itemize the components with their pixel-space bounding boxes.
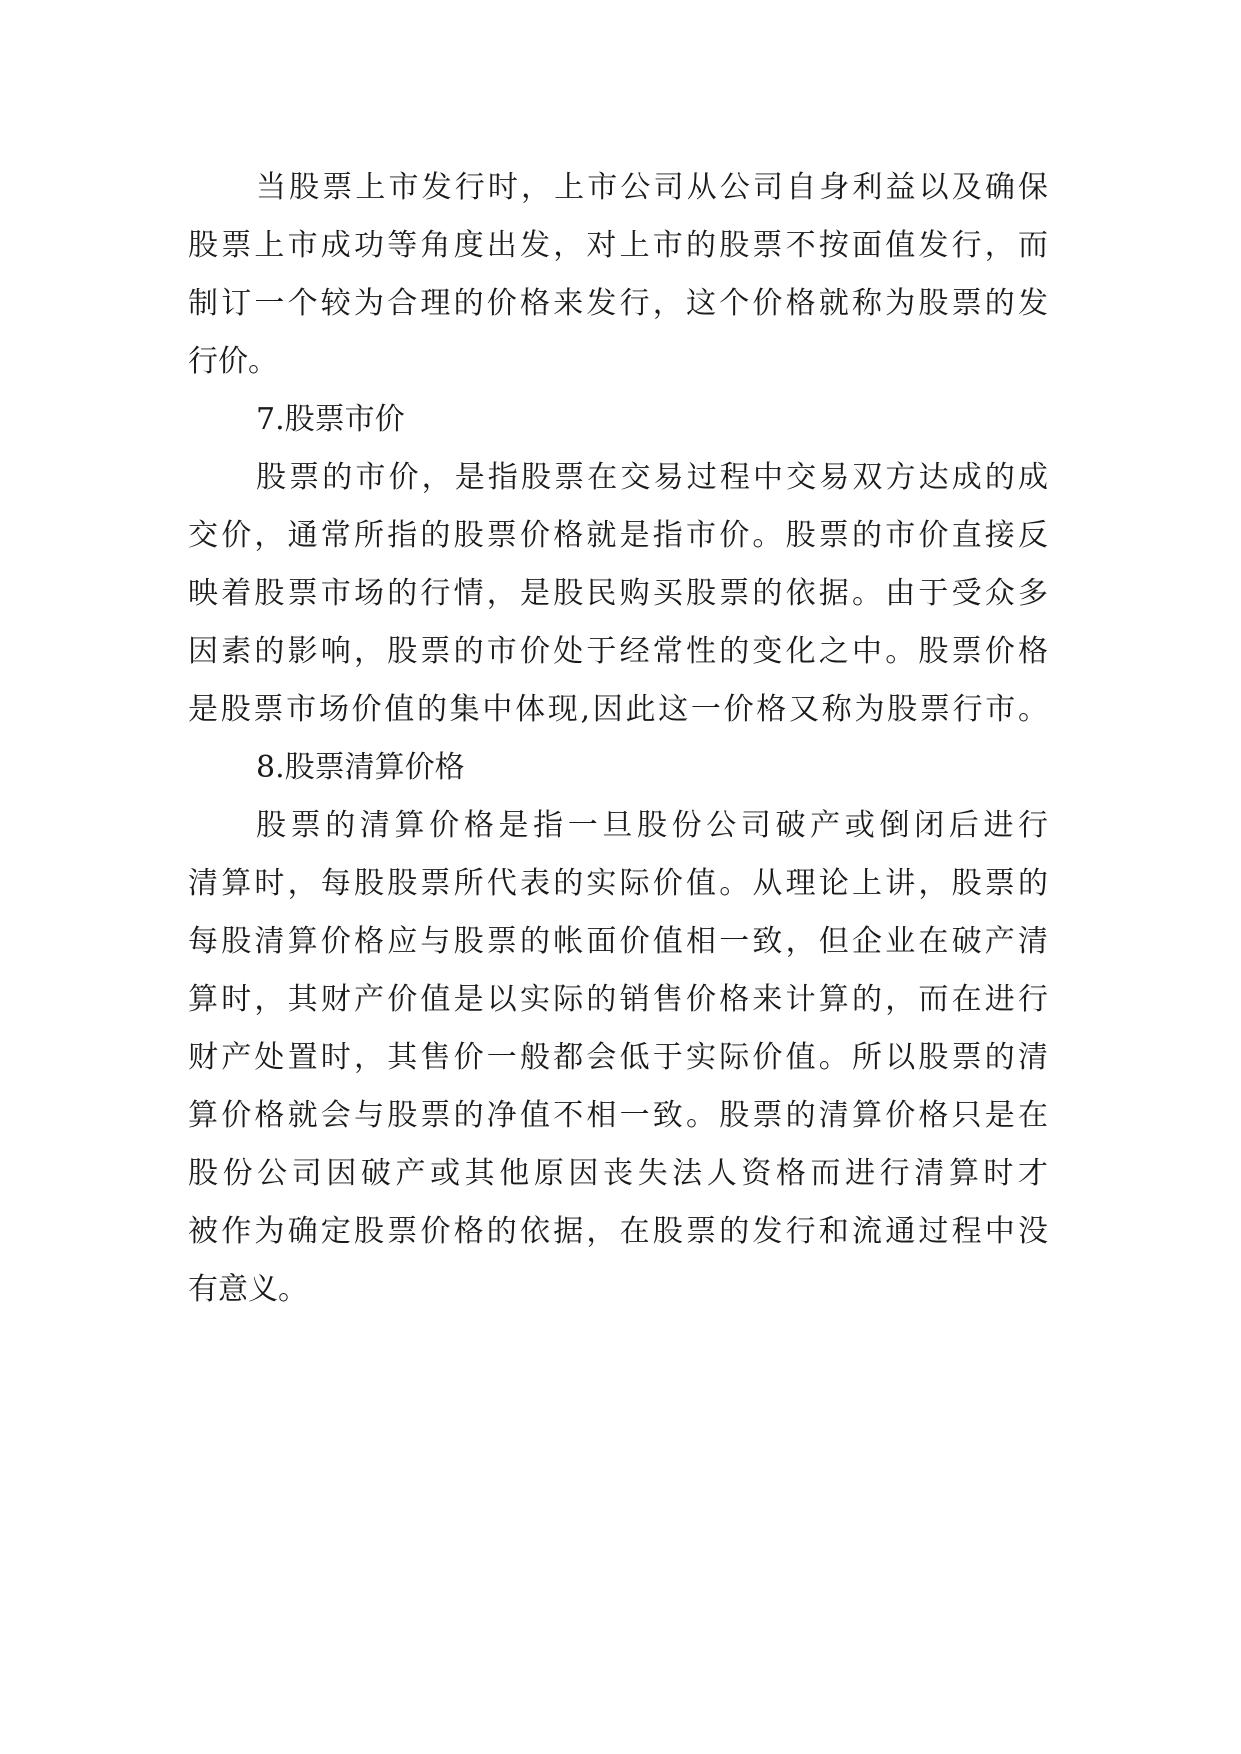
paragraph-3-line-9: 有意义。 [188,1272,308,1307]
paragraph-2-line-2: 交价，通常所指的股票价格就是指市价。股票的市价直接反 [188,518,1048,553]
paragraph-2-line-5: 是股票市场价值的集中体现,因此这一价格又称为股票行市。 [188,692,1048,727]
paragraph-3-line-8: 被作为确定股票价格的依据，在股票的发行和流通过程中没 [188,1214,1048,1249]
paragraph-2-line-3: 映着股票市场的行情，是股民购买股票的依据。由于受众多 [188,576,1048,611]
paragraph-3-line-2: 清算时，每股股票所代表的实际价值。从理论上讲，股票的 [188,866,1048,901]
section-heading-8: 8.股票清算价格 [256,750,465,785]
paragraph-1-line-2: 股票上市成功等角度出发，对上市的股票不按面值发行，而 [188,228,1048,263]
paragraph-2-line-4: 因素的影响，股票的市价处于经常性的变化之中。股票价格 [188,634,1048,669]
paragraph-3-line-4: 算时，其财产价值是以实际的销售价格来计算的，而在进行 [188,982,1048,1017]
paragraph-1-line-4: 行价。 [188,344,278,379]
paragraph-3-line-7: 股份公司因破产或其他原因丧失法人资格而进行清算时才 [188,1156,1048,1191]
section-heading-7: 7.股票市价 [256,402,405,437]
paragraph-3-line-3: 每股清算价格应与股票的帐面价值相一致，但企业在破产清 [188,924,1048,959]
paragraph-2-line-1: 股票的市价，是指股票在交易过程中交易双方达成的成 [256,460,1048,495]
paragraph-3-line-1: 股票的清算价格是指一旦股份公司破产或倒闭后进行 [256,808,1048,843]
paragraph-3-line-6: 算价格就会与股票的净值不相一致。股票的清算价格只是在 [188,1098,1048,1133]
paragraph-1-line-3: 制订一个较为合理的价格来发行，这个价格就称为股票的发 [188,286,1048,321]
paragraph-3-line-5: 财产处置时，其售价一般都会低于实际价值。所以股票的清 [188,1040,1048,1075]
paragraph-1-line-1: 当股票上市发行时，上市公司从公司自身利益以及确保 [256,170,1048,205]
